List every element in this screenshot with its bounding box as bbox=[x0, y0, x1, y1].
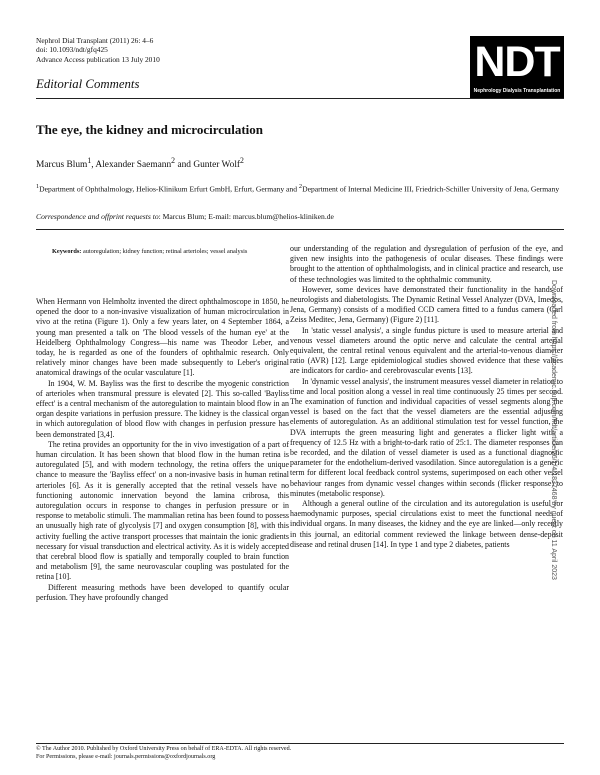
ndt-logo bbox=[470, 36, 564, 98]
advance-access-date: Advance Access publication 13 July 2010 bbox=[36, 54, 160, 64]
header-divider bbox=[36, 98, 564, 99]
paragraph: Although a general outline of the circulation and its autoregulation is useful for haemodynamic purposes, special circulations exist to meet the functional needs of individual organs. In many diseases, the kidney and the eye are linked—only recently in this journal, an editorial comment reviewed the linkage between dense-deposit disease and retinal drusen [14]. In type 1 and type 2 diabetes, patients bbox=[290, 499, 563, 549]
author-sup: 1 bbox=[87, 156, 92, 165]
download-side-note: Downloaded from https://academic.oup.com/ndt/article/26/1/4/1837468 by guest on 11 April 2023 bbox=[550, 280, 557, 580]
author-separator: , bbox=[91, 160, 96, 171]
keywords bbox=[52, 248, 272, 256]
keywords-label: Keywords: bbox=[52, 248, 82, 255]
correspondence-label: Correspondence and offprint requests to bbox=[36, 212, 159, 221]
author-name: Gunter Wolf bbox=[193, 160, 241, 171]
affiliation-sup: 2 bbox=[298, 183, 303, 190]
journal-meta bbox=[36, 36, 160, 64]
keywords-text: autoregulation; kidney function; retinal arterioles; vessel analysis bbox=[81, 248, 248, 255]
section-label: Editorial Comments bbox=[36, 77, 140, 91]
paragraph: Different measuring methods have been developed to quantify ocular perfusion. They have profoundly changed bbox=[36, 582, 289, 602]
affiliation-sup: 1 bbox=[36, 183, 40, 190]
journal-citation: Nephrol Dial Transplant (2011) 26: 4–6 bbox=[36, 36, 154, 45]
logo-subtitle: Nephrology Dialysis Transplantation bbox=[473, 88, 561, 94]
author-list bbox=[36, 156, 244, 170]
paragraph: In 'static vessel analysis', a single fundus picture is used to measure arterial and venous vessel diameters around the optic nerve and calculate the central arterial equivalent, the central retinal venous equivalent and the arterial-to-venous diameter ratio (AVR) [12]. Large epidemiological studies showed evidence that these values are indicators for cardio- and cerebrovascular events [13]. bbox=[290, 325, 563, 376]
footer bbox=[36, 746, 291, 761]
affiliation-text: Department of Ophthalmology, Helios-Klinikum Erfurt GmbH, Erfurt, Germany and bbox=[39, 184, 299, 194]
author-name: Marcus Blum bbox=[36, 160, 88, 171]
logo-text: NDT bbox=[474, 38, 560, 86]
correspondence-divider bbox=[36, 229, 564, 230]
paragraph: In 1904, W. M. Bayliss was the first to describe the myogenic constriction of arterioles when transmural pressure is elevated [2]. This so-called 'Bayliss effect' is a central mechanism of the autoregulation to maintain blood flow in an organ despite variations in perfusion pressure. The kidney is the classical organ in which autoregulation of blood flow with changes in perfusion pressure has been demonstrated [3,4]. bbox=[36, 378, 289, 439]
author-separator: and bbox=[175, 160, 194, 171]
affiliations bbox=[36, 182, 564, 195]
paragraph: In 'dynamic vessel analysis', the instrument measures vessel diameter in relation to time and local position along a vessel in real time continuously 25 times per second. The examination of function and individual capacities of vessel segments along the vessel is based on the fact that the vessel diameters are the essential adjusting elements of autoregulation. As an additional stimulation test for vessel function, the DVA interrupts the green measuring light and generates a flicker light with a frequency of 12.5 Hz with a bright-to-dark ratio of 25:1. The diameter responses can be recorded, and the dilation of vessel diameter is used as a functional diagnostic parameter for the endothelium-derived vasodilation. Since autoregulation is a generic term for different local feedback control systems, superimposed on each other vessel behaviour ranges from dynamic vessel changes within seconds (flicker response) to minutes (metabolic response). bbox=[290, 376, 563, 498]
right-column bbox=[290, 244, 563, 550]
doi[interactable]: doi: 10.1093/ndt/gfq425 bbox=[36, 45, 108, 55]
correspondence-text: : Marcus Blum; E-mail: marcus.blum@helios-kliniken.de bbox=[158, 212, 334, 221]
correspondence bbox=[36, 212, 564, 222]
article-title: The eye, the kidney and microcirculation bbox=[36, 122, 264, 137]
paragraph: When Hermann von Helmholtz invented the direct ophthalmoscope in 1850, he opened the door to a non-invasive visualization of human microcirculation in vivo at the retina (Figure 1). Only a few years later, on 4 September 1864, a young man presented a talk on 'The blood vessels of the human eye' at the Heidelberg Ophthalmology Congress—his name was Theodor Leber, and today, he is regarded as one of the founders of ophthalmic research. Only relatively minor changes have been made subsequently to Leber's original anatomical drawings of the ocular vasculature [1]. bbox=[36, 297, 289, 378]
paragraph: The retina provides an opportunity for the in vivo investigation of a part of human circulation. It has been shown that blood flow in the human retina is autoregulated [5], and with modern technology, the retina offers the unique chance to measure the 'Bayliss effect' on a non-invasive basis in human retinal arterioles [6]. As it is generally accepted that the retinal vessels have no functioning autonomic innervation beyond the lamina cribrosa, this autoregulation occurs in response to changes in perfusion pressure or in response to metabolic stimuli. The mammalian retina has been found to possess an unusually high rate of glycolysis [7] and oxygen consumption [8], with this activity fuelling the active transport processes that maintain the ionic gradients necessary for visual transduction and electrical activity. As it is widely accepted that cerebral blood flow is spatially and temporally coupled to brain function and metabolism [9], the same neurovascular coupling was postulated for the retina [10]. bbox=[36, 439, 289, 582]
author-name: Alexander Saemann bbox=[95, 160, 172, 171]
left-column bbox=[36, 297, 289, 603]
permissions: For Permissions, please e-mail: journals.permissions@oxfordjournals.org bbox=[36, 753, 216, 760]
footer-divider bbox=[36, 743, 564, 744]
author-sup: 2 bbox=[240, 156, 244, 165]
paragraph: However, some devices have demonstrated their functionality in the hands of neurologists and diabetologists. The Dynamic Retinal Vessel Analyzer (DVA, Imedos, Jena, Germany) consists of a modified CCD camera fitted to a fundus camera (Carl Zeiss Meditec, Jena, Germany) (Figure 2) [11]. bbox=[290, 284, 563, 325]
copyright: © The Author 2010. Published by Oxford University Press on behalf of ERA-EDTA. All rights reserved. bbox=[36, 746, 292, 752]
paragraph: our understanding of the regulation and dysregulation of perfusion of the eye, and given new insights into the pathogenesis of ocular diseases. These findings were brought to the attention of ophthalmologists, and in clinical practice and research, use of these technologies was limited to the ophthalmic community. bbox=[290, 244, 563, 284]
affiliation-text: Department of Internal Medicine III, Friedrich-Schiller University of Jena, Germany bbox=[302, 184, 560, 194]
author-sup: 2 bbox=[171, 156, 176, 165]
